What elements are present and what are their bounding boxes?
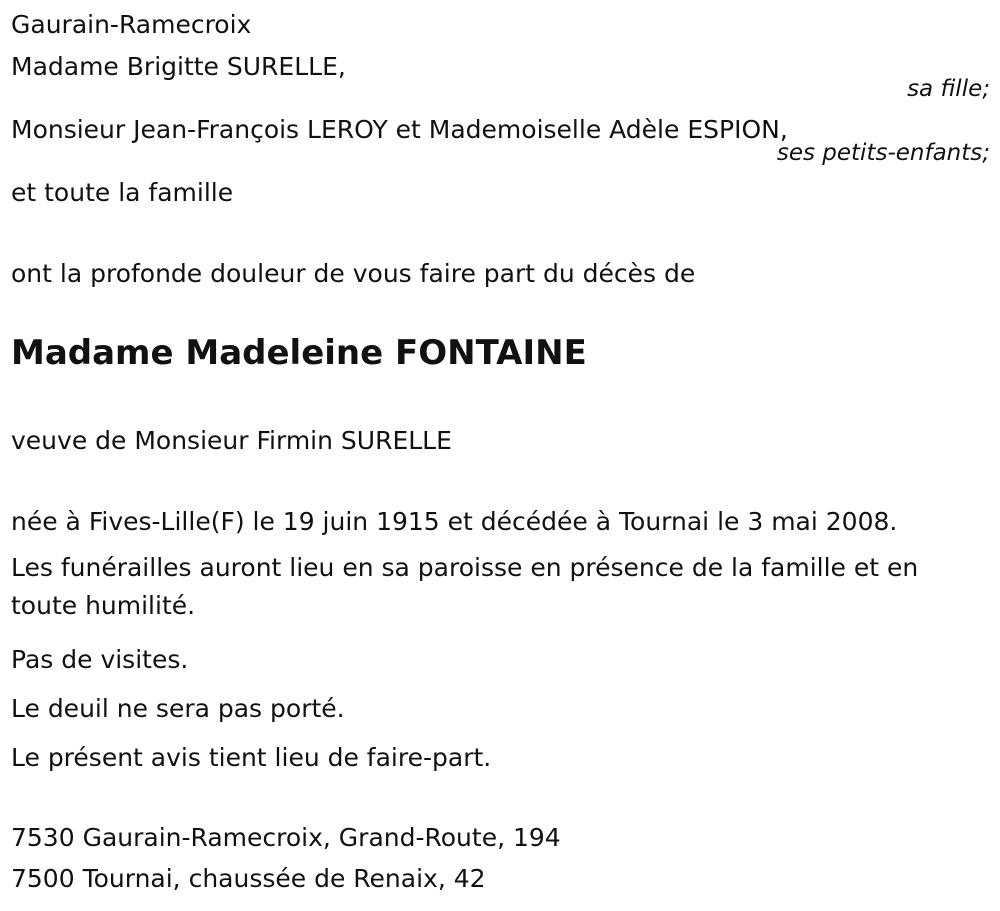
- announcement-text: ont la profonde douleur de vous faire part du décès de: [11, 259, 696, 288]
- family-others: et toute la famille: [11, 178, 234, 207]
- location-heading: Gaurain-Ramecroix: [11, 10, 252, 39]
- mourning-notice: Le deuil ne sera pas porté.: [11, 694, 345, 723]
- daughter-name: Madame Brigitte SURELLE,: [11, 52, 346, 81]
- funeral-notice: Les funérailles auront lieu en sa paroisse en présence de la famille et en toute humilité.: [11, 553, 919, 620]
- grandchildren-names: Monsieur Jean-François LEROY et Mademoiselle Adèle ESPION,: [11, 115, 788, 144]
- grandchildren-role: ses petits-enfants;: [776, 140, 990, 166]
- daughter-role: sa fille;: [907, 76, 990, 102]
- widow-of: veuve de Monsieur Firmin SURELLE: [11, 426, 452, 455]
- birth-death-details: née à Fives-Lille(F) le 19 juin 1915 et décédée à Tournai le 3 mai 2008.: [11, 507, 898, 536]
- address-line-2: 7500 Tournai, chaussée de Renaix, 42: [11, 864, 486, 893]
- address-line-1: 7530 Gaurain-Ramecroix, Grand-Route, 194: [11, 823, 561, 852]
- faire-part-notice: Le présent avis tient lieu de faire-part.: [11, 743, 492, 772]
- deceased-name: Madame Madeleine FONTAINE: [11, 333, 587, 373]
- visits-notice: Pas de visites.: [11, 645, 189, 674]
